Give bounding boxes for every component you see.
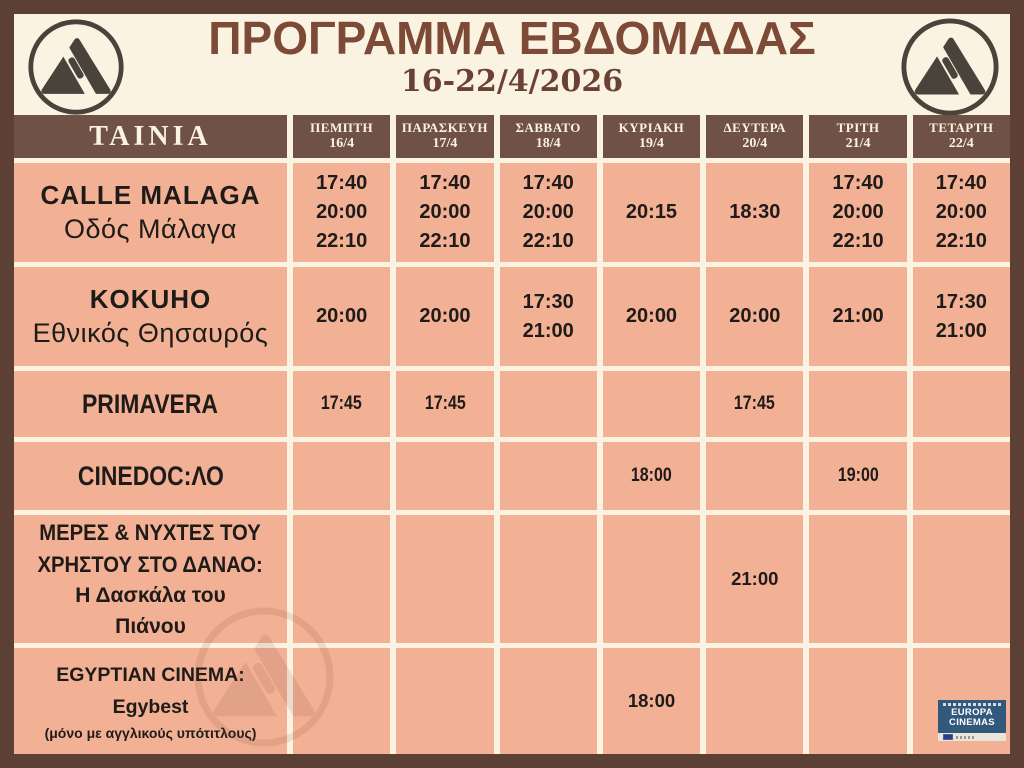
day-header-cell	[603, 115, 700, 158]
day-name: ΔΕΥΤΕΡΑ	[723, 119, 787, 135]
showtime: 17:40	[522, 172, 574, 194]
showtime: 22:10	[522, 230, 574, 252]
showtime-cell	[706, 515, 803, 643]
schedule-table	[14, 115, 1010, 754]
day-name: ΤΡΙΤΗ	[836, 119, 880, 135]
showtime-cell	[706, 371, 803, 437]
page-title: ΠΡΟΓΡΑΜΜΑ ΕΒΔΟΜΑΔΑΣ	[208, 12, 816, 64]
showtime-cell	[293, 163, 390, 262]
showtime: 17:40	[419, 172, 471, 194]
showtime: 20:00	[729, 305, 781, 327]
showtime-cell	[809, 371, 906, 437]
showtime: 18:30	[729, 201, 781, 223]
showtime: 20:00	[625, 305, 678, 327]
film-title-line: PRIMAVERA	[82, 388, 219, 419]
day-name: ΣΑΒΒΑΤΟ	[515, 119, 581, 135]
showtime-cell	[500, 371, 597, 437]
film-title-line: (μόνο με αγγλικούς υπότιτλους)	[44, 724, 257, 741]
day-name: ΤΕΤΑΡΤΗ	[929, 119, 994, 135]
showtime: 20:00	[935, 201, 987, 223]
date-range: 16-22/4/2026	[400, 64, 624, 99]
showtime: 21:00	[832, 305, 884, 327]
showtime-cell	[500, 515, 597, 643]
showtime: 19:00	[837, 465, 879, 487]
day-date: 18/4	[535, 136, 561, 152]
film-title-line: Egybest	[112, 695, 189, 718]
eu-flag-icon	[943, 734, 953, 740]
showtime: 20:00	[419, 201, 471, 223]
showtime-cell	[809, 442, 906, 510]
showtime: 20:00	[316, 201, 368, 223]
film-title-line: Εθνικός Θησαυρός	[32, 318, 269, 348]
film-title-cell	[14, 515, 287, 643]
showtime: 17:30	[935, 290, 987, 313]
showtime-cell	[706, 442, 803, 510]
showtime-cell	[913, 371, 1010, 437]
showtime-cell	[396, 163, 493, 262]
day-date: 16/4	[329, 136, 355, 152]
day-name: ΠΕΜΠΤΗ	[310, 119, 374, 135]
showtime: 17:45	[321, 393, 363, 415]
day-date: 20/4	[742, 136, 768, 152]
day-header-cell	[706, 115, 803, 158]
showtime: 20:15	[625, 201, 678, 223]
showtime: 22:10	[832, 230, 884, 252]
showtime: 20:00	[419, 305, 471, 327]
showtime-cell	[293, 267, 390, 366]
showtime-cell	[500, 648, 597, 754]
film-column-header: ΤΑΙΝΙΑ	[14, 115, 287, 158]
day-header-cell	[500, 115, 597, 158]
showtime-cell	[396, 442, 493, 510]
showtime: 22:10	[316, 230, 368, 252]
showtime-cell	[603, 648, 700, 754]
showtime-cell	[396, 267, 493, 366]
europa-logo-blue-panel	[938, 700, 1006, 733]
day-date: 21/4	[845, 136, 871, 152]
showtime: 18:00	[631, 465, 672, 487]
showtime-cell	[706, 163, 803, 262]
showtime-cell	[913, 515, 1010, 643]
showtime-cell	[913, 267, 1010, 366]
film-title-cell	[14, 371, 287, 437]
film-title-line: CALLE MALAGA	[40, 180, 261, 210]
day-header-cell	[913, 115, 1010, 158]
showtime-cell	[500, 267, 597, 366]
day-header-cell	[396, 115, 493, 158]
showtime: 17:40	[832, 172, 884, 194]
film-title-line: ΜΕΡΕΣ & ΝΥΧΤΕΣ ΤΟΥ	[39, 519, 262, 545]
showtime: 20:00	[522, 201, 574, 223]
showtime: 17:40	[935, 172, 987, 194]
showtime-cell	[706, 648, 803, 754]
film-title-line: Οδός Μάλαγα	[64, 214, 237, 244]
europa-logo-footer-strip	[938, 733, 1006, 741]
showtime-cell	[293, 371, 390, 437]
europa-cinemas-logo	[938, 700, 1006, 741]
showtime-cell	[809, 515, 906, 643]
day-name: ΠΑΡΑΣΚΕΥΗ	[401, 119, 489, 135]
showtime: 22:10	[935, 230, 987, 252]
film-title-line: CINEDOC:ΛΟ	[77, 460, 224, 491]
day-name: ΚΥΡΙΑΚΗ	[618, 119, 685, 135]
europa-logo-line2: CINEMAS	[949, 716, 995, 728]
showtime-cell	[293, 515, 390, 643]
showtime-cell	[603, 515, 700, 643]
film-title-line: Η Δασκάλα του	[75, 584, 226, 608]
film-title-cell	[14, 267, 287, 366]
showtime: 20:00	[316, 305, 368, 327]
showtime-cell	[913, 163, 1010, 262]
showtime: 17:45	[424, 393, 466, 415]
showtime-cell	[706, 267, 803, 366]
europa-footer-dashes	[956, 736, 974, 739]
showtime: 17:30	[522, 290, 574, 313]
showtime: 21:00	[731, 567, 779, 589]
showtime-cell	[293, 442, 390, 510]
showtime-cell	[396, 515, 493, 643]
showtime: 21:00	[935, 319, 987, 342]
film-title-cell	[14, 442, 287, 510]
day-header-cell	[293, 115, 390, 158]
showtime-cell	[603, 267, 700, 366]
film-title-line: ΧΡΗΣΤΟΥ ΣΤΟ ΔΑΝΑΟ:	[37, 552, 264, 578]
showtime-cell	[500, 163, 597, 262]
day-date: 17/4	[432, 136, 458, 152]
film-title-line: KOKUHO	[89, 284, 212, 314]
film-title-cell	[14, 163, 287, 262]
film-title-line: EGYPTIAN CINEMA:	[56, 664, 245, 687]
showtime-cell	[603, 442, 700, 510]
europa-logo-line1: EUROPA	[951, 707, 993, 718]
showtime: 22:10	[419, 230, 471, 252]
showtime-cell	[396, 371, 493, 437]
showtime: 20:00	[832, 201, 884, 223]
showtime-cell	[913, 442, 1010, 510]
day-date: 19/4	[639, 136, 664, 152]
day-date: 22/4	[948, 136, 974, 152]
showtime: 17:40	[316, 172, 368, 194]
showtime: 18:00	[627, 689, 676, 711]
showtime-cell	[603, 163, 700, 262]
showtime-cell	[293, 648, 390, 754]
showtime-cell	[809, 267, 906, 366]
film-title-cell	[14, 648, 287, 754]
showtime-cell	[809, 648, 906, 754]
film-title-line: Πιάνου	[115, 614, 186, 638]
day-header-cell	[809, 115, 906, 158]
showtime-cell	[809, 163, 906, 262]
showtime-cell	[396, 648, 493, 754]
showtime-cell	[603, 371, 700, 437]
showtime: 21:00	[522, 319, 574, 342]
europa-fineprint	[943, 703, 1001, 706]
showtime: 17:45	[734, 393, 776, 415]
showtime-cell	[500, 442, 597, 510]
